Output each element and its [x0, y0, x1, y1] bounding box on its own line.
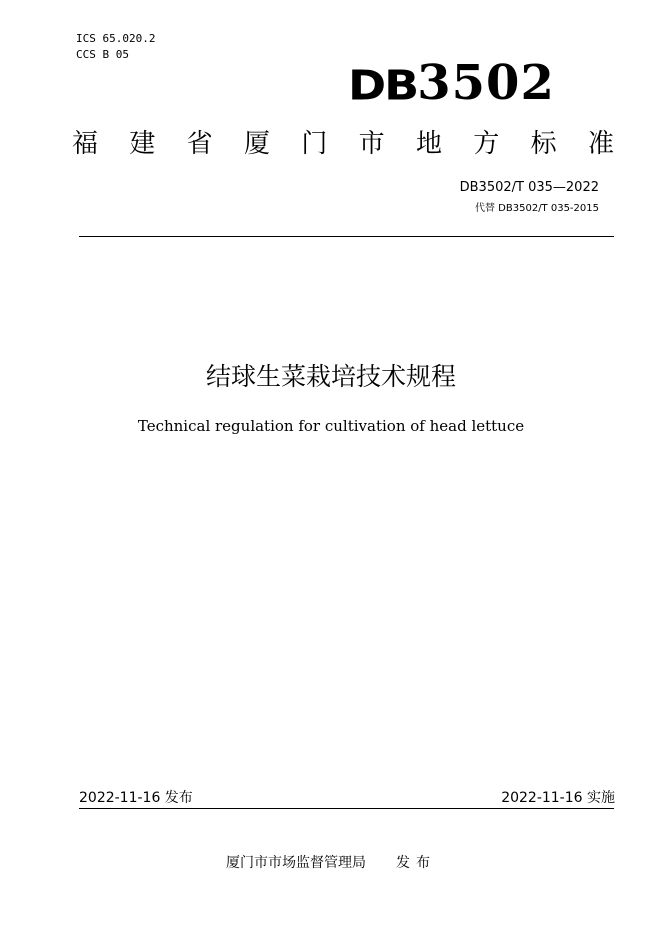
standard-type-heading [72, 128, 614, 160]
standard-type-char: 省 [186, 129, 213, 159]
publisher-line [0, 853, 662, 873]
implementation-date: 2022-11-16 实施 [501, 790, 615, 806]
standard-type-char: 福 [72, 129, 99, 159]
publisher-name: 厦门市市场监督管理局 [226, 855, 366, 871]
db-logo [348, 55, 555, 111]
issue-date: 2022-11-16 发布 [79, 790, 193, 806]
ccs-code: CCS B 05 [76, 48, 129, 61]
replaces-note: 代替 DB3502/T 035-2015 [475, 203, 599, 214]
standard-type-char: 市 [358, 129, 385, 159]
publisher-action: 发布 [396, 855, 436, 871]
standard-type-char: 方 [473, 129, 500, 159]
header-divider [79, 236, 614, 237]
document-title-english: Technical regulation for cultivation of head lettuce [137, 417, 525, 435]
standard-type-char: 门 [301, 129, 328, 159]
standard-number: DB3502/T 035—2022 [459, 180, 599, 195]
footer-divider [79, 808, 614, 809]
standard-type-char: 地 [415, 129, 442, 159]
db-logo-code: 3502 [417, 55, 555, 111]
standard-type-char: 标 [530, 129, 557, 159]
ics-code: ICS 65.020.2 [76, 32, 156, 45]
db-logo-prefix: DB [348, 61, 418, 110]
document-title-chinese: 结球生菜栽培技术规程 [205, 362, 456, 391]
standard-type-char: 建 [129, 129, 156, 159]
standard-type-char: 厦 [243, 129, 270, 159]
standard-type-char: 准 [587, 129, 614, 159]
